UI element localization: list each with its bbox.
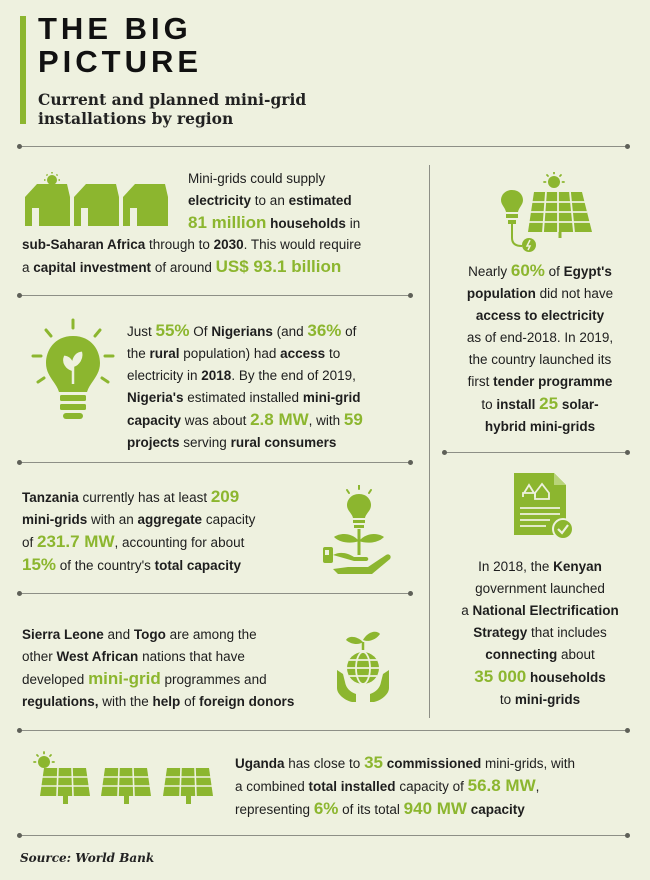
kenya-text: In 2018, the Kenyan government launched a National Electrification Strategy that includes connecting about 35 000 households to mini-grids	[461, 559, 619, 707]
divider-bottom-2	[20, 835, 627, 836]
sun-icon	[47, 175, 57, 185]
page-subtitle: Current and planned mini-grid installations by region	[38, 90, 307, 128]
egypt-text: Nearly 60% of Egypt's population did not have access to electricity as of end-2018. In 2019, the country launched its first tender programme to install 25 solar- hybrid mini-grids	[466, 261, 614, 434]
divider-left-2	[20, 462, 410, 463]
sun-icon	[34, 752, 54, 768]
divider-top	[20, 146, 627, 147]
source-note: Source: World Bank	[20, 851, 155, 865]
solar-panel-icon	[500, 172, 600, 254]
ssa-text-bottom: sub-Saharan Africa through to 2030. This would require a capital investment of around US$ 93.1 billion	[22, 237, 362, 276]
houses-icon	[22, 172, 174, 228]
divider-left-1	[20, 295, 410, 296]
west-africa-text: Sierra Leone and Togo are among the other West African nations that have developed mini-grid programmes and regulations, with the help of foreign donors	[22, 627, 295, 709]
header-accent-bar	[20, 16, 26, 124]
hands-globe-icon	[334, 622, 392, 706]
solar-panel-icon	[30, 750, 222, 810]
divider-vertical	[429, 165, 430, 718]
divider-right-1	[445, 452, 627, 453]
nigeria-text: Just 55% Of Nigerians (and 36% of the rural population) had access to electricity in 2018. By the end of 2019, Nigeria's estimated installed mini-grid capacity was about 2.8 MW, with 59 projects serving rural consumers	[127, 321, 363, 450]
ssa-text-top: Mini-grids could supply electricity to an estimated 81 million households in	[188, 171, 361, 232]
document-icon	[510, 471, 576, 541]
check-icon	[553, 519, 573, 539]
lightbulb-icon	[30, 318, 116, 430]
divider-left-3	[20, 593, 410, 594]
page-title: THE BIG PICTURE	[38, 11, 203, 79]
divider-bottom-1	[20, 730, 627, 731]
plug-icon	[522, 238, 536, 252]
sun-icon	[544, 172, 564, 188]
plant-bulb-icon	[318, 485, 396, 577]
uganda-text: Uganda has close to 35 commissioned mini-grids, with a combined total installed capacity of 56.8 MW, representing 6% of its total 940 MW capacity	[235, 753, 576, 818]
tanzania-text: Tanzania currently has at least 209 mini-grids with an aggregate capacity of 231.7 MW, accounting for about 15% of the country's total capacity	[22, 487, 256, 574]
